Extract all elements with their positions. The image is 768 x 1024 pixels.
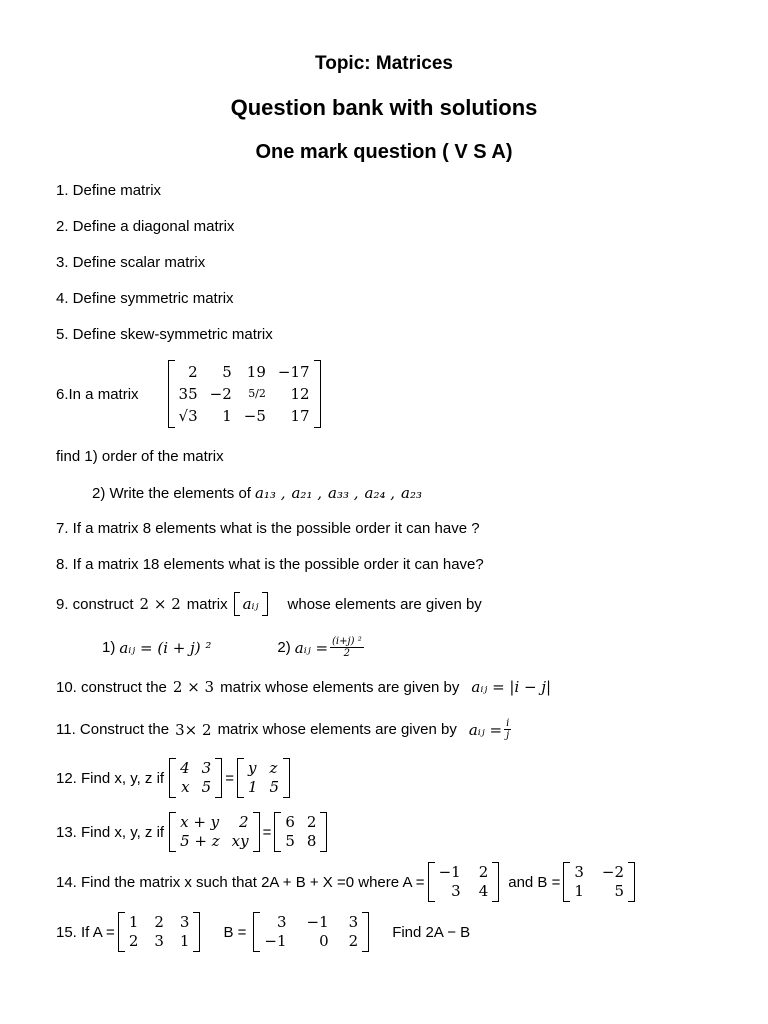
- matrix-cell: 12: [290, 385, 310, 403]
- q14-text-a: 14. Find the matrix x such that 2A + B + X =0 where A =: [56, 873, 425, 891]
- q15-matrix-a: [118, 912, 201, 952]
- element-a21: a₂₁ ,: [291, 484, 322, 502]
- fraction-numerator: (i+j) ²: [332, 636, 362, 647]
- q11-text-b: matrix whose elements are given by: [217, 721, 457, 738]
- matrix-cell: 3: [201, 759, 212, 777]
- q14-matrix-a: [428, 862, 500, 902]
- q9-text-a: 9. construct: [56, 595, 134, 613]
- matrix-cell: 3: [574, 863, 584, 881]
- topic-heading: Topic: Matrices: [315, 53, 453, 74]
- q9-aij-bracket: [234, 592, 268, 616]
- question-12: [56, 758, 293, 798]
- q13-matrix-right: [274, 812, 327, 852]
- fraction-numerator: i: [506, 718, 510, 729]
- question-11: [56, 718, 513, 741]
- q9-part2-lhs: aᵢⱼ =: [294, 638, 329, 657]
- question-6-part2: [92, 484, 422, 502]
- question-2: 2. Define a diagonal matrix: [56, 218, 235, 235]
- q12-text: 12. Find x, y, z if: [56, 769, 165, 787]
- matrix-cell: −1: [306, 913, 329, 931]
- q10-text-a: 10. construct the: [56, 678, 167, 696]
- q6-part2-text: 2) Write the elements of: [92, 484, 251, 502]
- matrix-cell: 1: [222, 407, 232, 425]
- q12-equals: =: [225, 769, 234, 787]
- matrix-cell: x + y: [180, 813, 220, 831]
- matrix-cell: 1: [247, 778, 258, 796]
- q12-matrix-right: [237, 758, 290, 798]
- matrix-cell: 5: [269, 778, 280, 796]
- question-7: 7. If a matrix 8 elements what is the possible order it can have ?: [56, 520, 480, 537]
- matrix-cell: 3: [154, 932, 164, 950]
- q10-dimension: 2 × 3: [172, 678, 215, 696]
- matrix-cell: −5: [243, 407, 266, 425]
- matrix-cell: 3: [348, 913, 359, 931]
- q11-fraction: [504, 718, 511, 741]
- q13-equals: =: [262, 823, 272, 841]
- question-3: 3. Define scalar matrix: [56, 254, 206, 271]
- q15-text-b: B =: [223, 923, 247, 941]
- matrix-cell: 2: [239, 813, 249, 831]
- question-5: 5. Define skew-symmetric matrix: [56, 326, 273, 343]
- matrix-cell: 2: [188, 363, 198, 381]
- question-6-text: 6.In a matrix: [56, 385, 139, 403]
- q11-dimension: 3× 2: [175, 720, 212, 739]
- element-a13: a₁₃ ,: [254, 484, 286, 502]
- matrix-cell: 2: [154, 913, 164, 931]
- matrix-cell: 6: [285, 813, 295, 831]
- matrix-cell: 3: [451, 882, 461, 900]
- matrix-cell: 0: [319, 932, 329, 950]
- section-subtitle: One mark question ( V S A): [255, 141, 513, 163]
- matrix-cell: 3: [179, 913, 190, 931]
- matrix-cell: 4: [180, 759, 190, 777]
- q9-text-c: whose elements are given by: [287, 595, 482, 613]
- q15-matrix-b: [253, 912, 369, 952]
- matrix-cell: 2: [478, 863, 489, 881]
- q14-text-b: and B =: [508, 873, 561, 891]
- q11-text-a: 11. Construct the: [56, 721, 170, 738]
- matrix-cell: 4: [478, 882, 489, 900]
- question-1: 1. Define matrix: [56, 182, 162, 199]
- matrix-cell: √3: [178, 407, 198, 425]
- q9-aij: aᵢⱼ: [242, 595, 259, 613]
- question-13: [56, 812, 330, 852]
- element-a24: a₂₄ ,: [364, 484, 396, 502]
- q13-text: 13. Find x, y, z if: [56, 823, 165, 841]
- matrix-cell: x: [181, 778, 190, 796]
- matrix-cell: z: [269, 759, 278, 777]
- question-15: [56, 912, 470, 952]
- q15-text-a: 15. If A =: [56, 923, 115, 941]
- matrix-cell: 17: [290, 407, 310, 425]
- question-4: 4. Define symmetric matrix: [56, 290, 234, 307]
- matrix-cell: −2: [209, 385, 232, 403]
- q14-matrix-b: [563, 862, 635, 902]
- question-6: [56, 360, 324, 428]
- element-a33: a₃₃ ,: [328, 484, 359, 502]
- element-a23: a₂₃: [401, 484, 423, 502]
- matrix-cell: 5 + z: [180, 832, 220, 850]
- fraction-denominator: j: [506, 730, 510, 741]
- matrix-cell: 1: [179, 932, 190, 950]
- q9-text-b: matrix: [186, 595, 228, 613]
- question-6-find: find 1) order of the matrix: [56, 448, 224, 465]
- matrix-cell: 35: [178, 385, 198, 403]
- matrix-cell: 5: [222, 363, 232, 381]
- matrix-cell: −1: [438, 863, 461, 881]
- q15-text-c: Find 2A − B: [392, 923, 471, 941]
- q10-text-b: matrix whose elements are given by: [220, 678, 460, 696]
- question-10: [56, 678, 551, 696]
- q13-matrix-left: [169, 812, 260, 852]
- matrix-cell: 8: [306, 832, 317, 850]
- question-9-parts: [102, 636, 366, 659]
- page-title: Question bank with solutions: [230, 95, 538, 120]
- matrix-cell: 1: [574, 882, 584, 900]
- matrix-cell: 19: [246, 363, 266, 381]
- q9-part1-label: 1): [102, 639, 116, 656]
- matrix-cell: 1: [128, 913, 139, 931]
- q11-lhs: aᵢⱼ =: [468, 720, 503, 739]
- matrix-cell: 2: [128, 932, 139, 950]
- matrix-cell: −17: [277, 363, 310, 381]
- question-14: [56, 862, 638, 902]
- fraction-denominator: 2: [343, 648, 351, 659]
- q12-matrix-left: [169, 758, 222, 798]
- matrix-cell: 5/2: [248, 387, 266, 400]
- matrix-cell: −2: [601, 863, 625, 881]
- matrix-cell: xy: [231, 832, 249, 850]
- matrix-cell: y: [247, 759, 257, 777]
- q10-expr: aᵢⱼ = |i − j|: [471, 678, 552, 696]
- q9-part1-expr: aᵢⱼ = (i + j) ²: [119, 638, 212, 657]
- matrix-cell: 2: [348, 932, 359, 950]
- matrix-cell: 3: [276, 913, 287, 931]
- q9-dimension: 2 × 2: [139, 595, 181, 613]
- matrix-cell: −1: [264, 932, 287, 950]
- q6-matrix: [168, 360, 321, 428]
- q9-part2-fraction: [330, 636, 364, 659]
- matrix-cell: 5: [201, 778, 212, 796]
- question-9: [56, 592, 482, 616]
- matrix-cell: 5: [285, 832, 295, 850]
- q9-part2-label: 2): [277, 639, 291, 656]
- question-8: 8. If a matrix 18 elements what is the possible order it can have?: [56, 556, 484, 573]
- matrix-cell: 2: [306, 813, 317, 831]
- matrix-cell: 5: [614, 882, 625, 900]
